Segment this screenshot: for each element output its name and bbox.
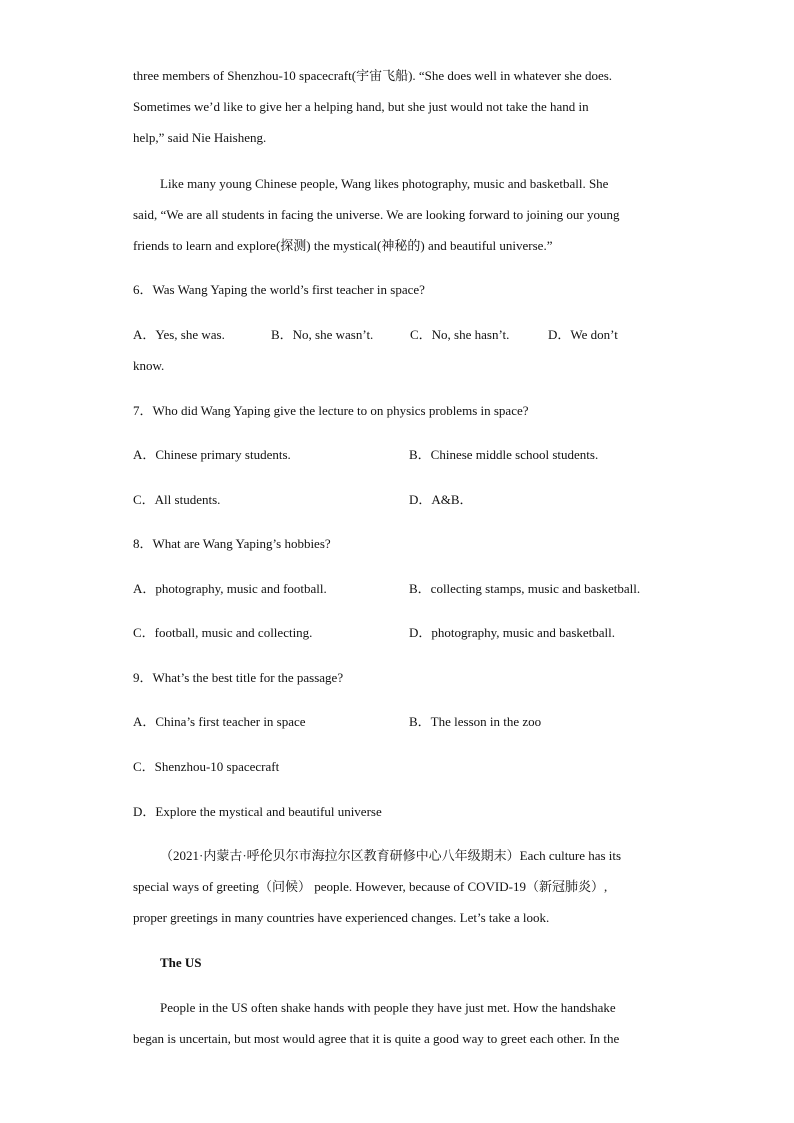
section-heading: The US [160, 955, 202, 970]
passage-line: （2021·内蒙古·呼伦贝尔市海拉尔区教育研修中心八年级期末）Each culture has its [160, 848, 622, 863]
passage-line: People in the US often shake hands with people they have just met. How the handshake [160, 1000, 616, 1015]
option-b: B．Chinese middle school students. [409, 447, 599, 462]
option-d: D．Explore the mystical and beautiful universe [133, 804, 382, 819]
passage-line: friends to learn and explore(探测) the mystical(神秘的) and beautiful universe.” [133, 238, 553, 253]
option-a: A．Yes, she was. [133, 327, 225, 342]
option-b: B．No, she wasn’t. [271, 327, 374, 342]
option-d: D．photography, music and basketball. [409, 625, 616, 640]
question-stem: 6．Was Wang Yaping the world’s first teacher in space? [133, 282, 425, 297]
option-c: C．No, she hasn’t. [410, 327, 510, 342]
option-wrap: know. [133, 358, 165, 373]
question-stem: 8．What are Wang Yaping’s hobbies? [133, 536, 331, 551]
option-d: D．We don’t [548, 327, 618, 342]
passage-line: Sometimes we’d like to give her a helping hand, but she just would not take the hand in [133, 99, 589, 114]
passage-line: said, “We are all students in facing the universe. We are looking forward to joining our young [133, 207, 620, 222]
question-stem: 9．What’s the best title for the passage? [133, 670, 344, 685]
option-b: B．The lesson in the zoo [409, 714, 542, 729]
passage-line: proper greetings in many countries have experienced changes. Let’s take a look. [133, 910, 550, 925]
passage-line: began is uncertain, but most would agree that it is quite a good way to greet each other. In the [133, 1031, 620, 1046]
option-c: C．Shenzhou-10 spacecraft [133, 759, 280, 774]
passage-line: Like many young Chinese people, Wang likes photography, music and basketball. She [160, 176, 609, 191]
passage-line: special ways of greeting（问候） people. However, because of COVID-19（新冠肺炎）, [133, 879, 608, 894]
option-a: A．photography, music and football. [133, 581, 327, 596]
option-a: A．Chinese primary students. [133, 447, 291, 462]
question-stem: 7．Who did Wang Yaping give the lecture to on physics problems in space? [133, 403, 529, 418]
passage-line: help,” said Nie Haisheng. [133, 130, 267, 145]
passage-line: three members of Shenzhou-10 spacecraft(宇宙飞船). “She does well in whatever she does. [133, 68, 613, 83]
option-c: C．football, music and collecting. [133, 625, 313, 640]
option-d: D．A&B． [409, 492, 473, 507]
option-b: B．collecting stamps, music and basketball. [409, 581, 641, 596]
option-c: C．All students. [133, 492, 221, 507]
option-a: A．China’s first teacher in space [133, 714, 306, 729]
